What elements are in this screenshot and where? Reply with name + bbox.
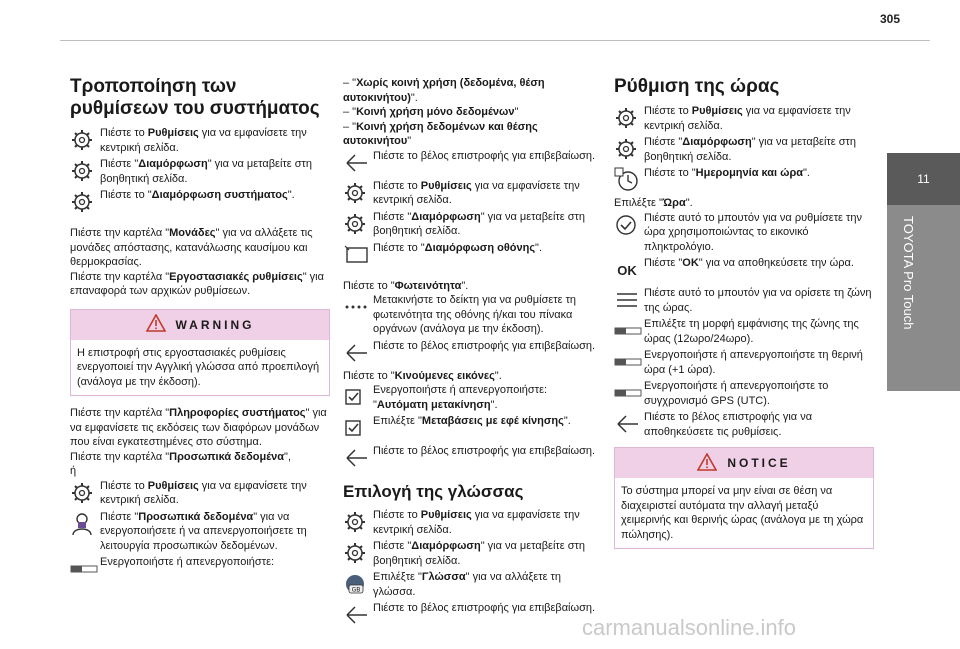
instruction-step bbox=[343, 293, 603, 337]
checkbox-icon bbox=[343, 414, 373, 442]
step-text: Πιέστε το "Ημερομηνία και ώρα". bbox=[644, 167, 810, 179]
step-text: Πιέστε το βέλος επιστροφής για επιβεβαίωση. bbox=[373, 445, 596, 457]
back-arrow-icon bbox=[343, 339, 373, 367]
step-text: Πιέστε το βέλος επιστροφής για να αποθηκεύσετε τις ρυθμίσεις. bbox=[644, 411, 813, 438]
warning-triangle-icon bbox=[146, 314, 166, 335]
paragraph: Επιλέξτε "Ώρα". bbox=[614, 197, 693, 209]
instruction-step bbox=[614, 410, 874, 439]
step-text: Ενεργοποιήστε ή απενεργοποιήστε το συγχρονισμό GPS (UTC). bbox=[644, 380, 829, 407]
step-text: Πιέστε "Διαμόρφωση" για να μεταβείτε στη βοηθητική σελίδα. bbox=[644, 136, 856, 163]
instruction-step bbox=[614, 317, 874, 346]
settings-gear-icon bbox=[70, 157, 100, 185]
instruction-step bbox=[343, 210, 603, 239]
instruction-step bbox=[343, 444, 603, 472]
instruction-step bbox=[614, 166, 874, 194]
option-dash-item: – "Κοινή χρήση δεδομένων και θέσης αυτοκινήτου" bbox=[343, 120, 538, 147]
column-1 bbox=[70, 76, 330, 585]
notice-title: NOTICE bbox=[727, 456, 791, 470]
instruction-step bbox=[614, 135, 874, 164]
column-3 bbox=[614, 76, 874, 557]
option-dash-item: – "Χωρίς κοινή χρήση (δεδομένα, θέση αυτοκινήτου)". bbox=[343, 77, 545, 104]
slider-dots-icon bbox=[343, 293, 373, 321]
instruction-step bbox=[343, 539, 603, 568]
warning-title: WARNING bbox=[175, 317, 255, 332]
instruction-step bbox=[70, 157, 330, 186]
watermark: carmanualsonline.info bbox=[582, 615, 797, 640]
instruction-step bbox=[614, 256, 874, 284]
header-rule bbox=[60, 40, 930, 41]
instruction-step bbox=[343, 383, 603, 412]
warning-box bbox=[70, 309, 330, 397]
back-arrow-icon bbox=[343, 601, 373, 629]
instruction-step bbox=[343, 570, 603, 599]
step-text: Πιέστε το βέλος επιστροφής για επιβεβαίωση. bbox=[373, 339, 596, 352]
ok-button-icon bbox=[614, 256, 644, 284]
svg-text:GB: GB bbox=[351, 586, 361, 594]
step-text: Πιέστε το Ρυθμίσεις για να εμφανίσετε την κεντρική σελίδα. bbox=[100, 127, 307, 154]
instruction-step bbox=[70, 479, 330, 508]
paragraph: Πιέστε το "Κινούμενες εικόνες". bbox=[343, 369, 502, 382]
step-text: Πιέστε το Ρυθμίσεις για να εμφανίσετε την κεντρική σελίδα. bbox=[373, 509, 580, 536]
checkbox-icon bbox=[343, 383, 373, 411]
step-text: Πιέστε το "Διαμόρφωση οθόνης". bbox=[373, 241, 543, 254]
settings-gear-icon bbox=[343, 539, 373, 567]
step-text: Πιέστε αυτό το μπουτόν για να ορίσετε τη ζώνη της ώρας. bbox=[644, 287, 872, 314]
paragraph-or: ή bbox=[70, 465, 77, 477]
step-text: Πιέστε το Ρυθμίσεις για να εμφανίσετε την κεντρική σελίδα. bbox=[100, 479, 307, 506]
instruction-step bbox=[343, 339, 603, 367]
step-text: Πιέστε "Διαμόρφωση" για να μεταβείτε στη βοηθητική σελίδα. bbox=[100, 158, 312, 185]
settings-gear-icon bbox=[343, 179, 373, 207]
page-number: 305 bbox=[880, 12, 901, 26]
settings-gear-icon bbox=[70, 188, 100, 216]
section-title-language: Επιλογή της γλώσσας bbox=[343, 482, 524, 501]
notice-header bbox=[615, 448, 873, 478]
date-clock-icon bbox=[614, 166, 644, 194]
paragraph: Πιέστε το "Φωτεινότητα". bbox=[343, 279, 469, 292]
instruction-step bbox=[343, 149, 603, 177]
toggle-line-icon bbox=[614, 348, 644, 376]
warning-text: Η επιστροφή στις εργοστασιακές ρυθμίσεις ενεργοποιεί την Αγγλική γλώσσα από προεπιλογή (ανάλογα με την έκδοση). bbox=[77, 346, 320, 388]
step-text: Επιλέξτε "Μεταβάσεις με εφέ κίνησης". bbox=[373, 415, 571, 427]
paragraph: Πιέστε την καρτέλα "Μονάδες" για να αλλάξετε τις μονάδες απόστασης, κατανάλωσης καυσίμου και θερμοκρασίας. bbox=[70, 227, 313, 268]
instruction-step bbox=[343, 414, 603, 442]
settings-gear-icon bbox=[614, 104, 644, 132]
settings-gear-icon bbox=[614, 135, 644, 163]
step-text: Επιλέξτε τη μορφή εμφάνισης της ζώνης της ώρας (12ωρο/24ωρο). bbox=[644, 318, 859, 345]
step-text: Ενεργοποιήστε ή απενεργοποιήστε: "Αυτόματη μετακίνηση". bbox=[373, 384, 548, 411]
instruction-step bbox=[70, 188, 330, 216]
step-text: Πιέστε το βέλος επιστροφής για επιβεβαίωση. bbox=[373, 149, 596, 162]
instruction-step bbox=[70, 126, 330, 155]
toggle-line-icon bbox=[614, 379, 644, 407]
instruction-step bbox=[343, 179, 603, 208]
instruction-step bbox=[70, 510, 330, 554]
column-2 bbox=[343, 76, 603, 631]
option-dash-item: – "Κοινή χρήση μόνο δεδομένων" bbox=[343, 106, 519, 118]
paragraph: Πιέστε την καρτέλα "Προσωπικά δεδομένα", bbox=[70, 450, 292, 463]
notice-triangle-icon bbox=[697, 453, 717, 474]
instruction-step bbox=[614, 104, 874, 133]
step-text: Πιέστε αυτό το μπουτόν για να ρυθμίσετε την ώρα χρησιμοποιώντας το εικονικό πληκτρολόγιο. bbox=[644, 211, 862, 253]
chapter-title: TOYOTA Pro Touch bbox=[901, 216, 916, 330]
instruction-step bbox=[614, 211, 874, 255]
step-text: Πιέστε το βέλος επιστροφής για επιβεβαίωση. bbox=[373, 602, 596, 614]
back-arrow-icon bbox=[614, 410, 644, 438]
step-text: Ενεργοποιήστε ή απενεργοποιήστε: bbox=[100, 556, 275, 568]
back-arrow-icon bbox=[343, 149, 373, 177]
svg-text:OK: OK bbox=[617, 263, 637, 278]
back-arrow-icon bbox=[343, 444, 373, 472]
step-text: Πιέστε "Προσωπικά δεδομένα" για να ενεργοποιήσετε ή να απενεργοποιήσετε τη λειτουργία προσωπικών δεδομένων. bbox=[100, 510, 307, 552]
section-title: Τροποποίηση των ρυθμίσεων του συστήματος bbox=[70, 76, 320, 119]
notice-box bbox=[614, 447, 874, 549]
step-text: Πιέστε "OK" για να αποθηκεύσετε την ώρα. bbox=[644, 257, 854, 269]
settings-gear-icon bbox=[70, 126, 100, 154]
settings-gear-icon bbox=[70, 479, 100, 507]
toggle-line-icon bbox=[614, 317, 644, 345]
notice-text: Το σύστημα μπορεί να μην είναι σε θέση να διαχειριστεί αυτόματα την αλλαγή μεταξύ χειμερινής και θερινής ώρας (ανάλογα με τη χώρα πώλησης). bbox=[621, 485, 864, 541]
paragraph: Πιέστε την καρτέλα "Εργοστασιακές ρυθμίσεις" για επαναφορά των αρχικών ρυθμίσεων. bbox=[70, 270, 324, 297]
privacy-person-icon bbox=[70, 510, 100, 538]
screen-config-icon bbox=[343, 241, 373, 269]
step-text: Πιέστε "Διαμόρφωση" για να μεταβείτε στη βοηθητική σελίδα. bbox=[373, 210, 585, 237]
menu-lines-icon bbox=[614, 286, 644, 314]
instruction-step bbox=[614, 286, 874, 315]
paragraph: Πιέστε την καρτέλα "Πληροφορίες συστήματος" για να εμφανίσετε τις εκδόσεις των διαφόρων μονάδων που είναι εγκατεστημένες στο σύστημα. bbox=[70, 407, 327, 448]
settings-gear-icon bbox=[343, 210, 373, 238]
step-text: Πιέστε το "Διαμόρφωση συστήματος". bbox=[100, 189, 295, 201]
step-text: Πιέστε "Διαμόρφωση" για να μεταβείτε στη βοηθητική σελίδα. bbox=[373, 540, 585, 567]
instruction-step bbox=[70, 555, 330, 583]
instruction-step bbox=[343, 601, 603, 629]
instruction-step bbox=[614, 348, 874, 377]
step-text: Επιλέξτε "Γλώσσα" για να αλλάξετε τη γλώσσα. bbox=[373, 571, 562, 598]
instruction-step bbox=[343, 241, 603, 269]
section-title-time: Ρύθμιση της ώρας bbox=[614, 76, 780, 97]
settings-gear-icon bbox=[343, 508, 373, 536]
instruction-step bbox=[343, 508, 603, 537]
warning-header bbox=[71, 310, 329, 340]
language-flag-icon bbox=[343, 570, 373, 598]
step-text: Μετακινήστε το δείκτη για να ρυθμίσετε τη φωτεινότητα της οθόνης ή/και του πίνακα οργάνων (ανάλογα με την έκδοση). bbox=[373, 294, 577, 335]
check-circle-icon bbox=[614, 211, 644, 239]
instruction-step bbox=[614, 379, 874, 408]
toggle-line-icon bbox=[70, 555, 100, 583]
step-text: Ενεργοποιήστε ή απενεργοποιήστε τη θερινή ώρα (+1 ώρα). bbox=[644, 349, 863, 376]
step-text: Πιέστε το Ρυθμίσεις για να εμφανίσετε την κεντρική σελίδα. bbox=[644, 105, 851, 132]
step-text: Πιέστε το Ρυθμίσεις για να εμφανίσετε την κεντρική σελίδα. bbox=[373, 179, 580, 206]
chapter-number: 11 bbox=[887, 153, 960, 205]
